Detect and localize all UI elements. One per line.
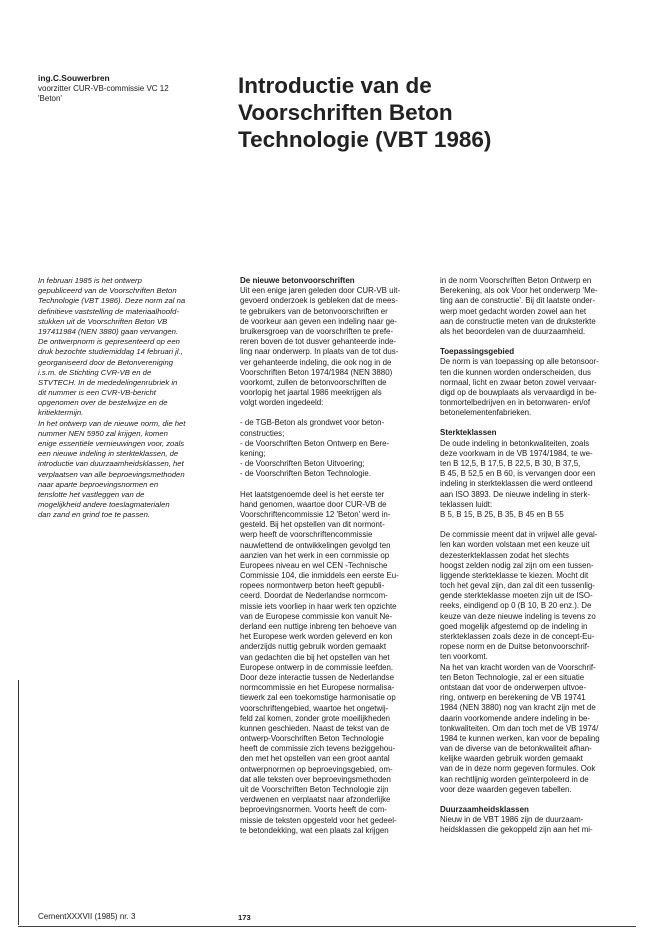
text-line: introductie van duurzaamheidsklassen, het [38, 459, 184, 469]
page-number: 173 [238, 913, 251, 922]
paragraph [240, 286, 424, 408]
paragraph [440, 276, 628, 337]
text-line: De oude indeling in betonkwaliteiten, zoals [440, 438, 590, 448]
text-line: gevoerd onderzoek is gebleken dat de mees- [240, 296, 398, 306]
text-line: ontwerpnormen op beproevingsgebied, om- [240, 764, 393, 774]
text-line: het Europese werk worden geleverd en kon [240, 632, 393, 642]
text-line: opgenomen over de bestelwijze en de [38, 398, 168, 408]
text-line: verplaatsen van alle beproevingsmethoden [38, 469, 185, 479]
text-line: Voorschriften Beton 1974/1984 (NEN 3880) [240, 367, 393, 377]
section-heading: Duurzaamheidsklassen [440, 805, 529, 815]
text-line: indeling in sterkteklassen die werd ontleend [440, 479, 593, 489]
text-line: daarin voorkomende andere indeling in be- [440, 713, 591, 723]
text-line: voor deze waarden gegeven tabellen. [440, 784, 572, 794]
text-line: tiewerk zal een toekomstige harmonisatie op [240, 693, 396, 703]
left-rule [18, 680, 19, 925]
text-line: van gedachten die bij het opstellen van het [240, 652, 390, 662]
section-heading: Sterkteklassen [440, 428, 497, 438]
article-title-line: Voorschriften Beton [238, 100, 453, 125]
text-line: B 45, B 52,5 en B 60, is vervangen door een [440, 469, 596, 479]
text-line: kan rechtlijnig worden geïnterpoleerd in de [440, 774, 589, 784]
text-line: missie iets voorliep in haar werk ten opzichte [240, 601, 397, 611]
text-line: tonmortelbedrijven en in betonwaren- en/of [440, 398, 591, 408]
article-title-line: Technologie (VBT 1986) [238, 127, 492, 152]
text-line: Europese ontwerp in de commissie leefden. [240, 662, 394, 672]
text-line: heidsklassen die gekoppeld zijn aan het mi- [440, 825, 593, 835]
text-line: Door deze interactie tussen de Nederlandse [240, 672, 394, 682]
section-heading: De nieuwe betonvoorschriften [240, 276, 355, 285]
author-name: ing.C.Souwerbren [38, 73, 110, 83]
text-line: als het beoordelen van de duurzaamheid. [440, 326, 586, 336]
text-line: uit de Voorschriften Beton Technologie zijn [240, 785, 389, 795]
text-line: - de TGB-Beton als grondwet voor beton- [240, 418, 385, 428]
text-line: missie de teksten opgesteld voor het gedeel- [240, 815, 397, 825]
text-line: constructies; [240, 428, 285, 438]
article-title [238, 72, 638, 153]
text-line: De ontwerpnorm is gepresenteerd op een [38, 337, 180, 347]
text-line: dan zand en grind toe te passen. [38, 510, 150, 520]
paragraph [440, 357, 628, 418]
text-line: goed mogelijk afgestemd op de indeling in [440, 621, 588, 631]
text-line: Nieuw in de VBT 1986 zijn de duurzaam- [440, 815, 584, 825]
intro-column [38, 276, 221, 521]
paragraph [440, 530, 628, 795]
text-line: voorkomt, zullen de betonvoorschriften de [240, 377, 387, 387]
text-line: heeft de commissie zich tevens beziggehou- [240, 744, 396, 754]
text-line: keuze van deze nieuwe indeling is tevens zo [440, 611, 596, 621]
section-heading: Toepassingsgebied [440, 347, 515, 357]
text-line: derland een nuttige inbreng ten behoeve van [240, 622, 397, 632]
text-line: ting aan de constructie'. Bij dit laatste onder- [440, 296, 596, 306]
text-line: tonkwaliteiten. Om dan toch met de VB 1974/ [440, 723, 599, 733]
text-line: nauwlettend de ontwikkelingen gevolgd ten [240, 540, 391, 550]
text-line: ten Beton Technologie, zal er een situatie [440, 672, 585, 682]
intro-text [38, 276, 221, 521]
text-line: georganiseerd door de Betonvereniging [38, 357, 174, 367]
text-line: ten die kunnen worden onderscheiden, dus [440, 367, 591, 377]
text-line: stukken uit de Voorschriften Beton VB [38, 316, 168, 326]
text-line: digd op de bouwplaats als vervaardigd in be- [440, 387, 597, 397]
text-line: te betondekking, wat een plaats zal krijgen [240, 825, 389, 835]
text-line: Na het van kracht worden van de Voorschrif- [440, 662, 596, 672]
text-line: hoogst zelden nodig zal zijn om een tussen- [440, 560, 594, 570]
text-line: toch het geval zijn, dan zal dit een tussenlig- [440, 581, 595, 591]
text-line: nummer NEN 5950 zal krijgen, komen [38, 428, 168, 438]
text-line: ontwerp-Voorschriften Beton Technologie [240, 734, 384, 744]
text-line: tenslotte het vastleggen van de [38, 489, 145, 499]
text-line: aanzien van het werk in een cornmissie op [240, 550, 390, 560]
text-line: in de norm Voorschriften Beton Ontwerp en [440, 276, 592, 285]
text-line: feld zal komen, zonder grote moeilijkheden [240, 713, 391, 723]
text-line: normaal, licht en zwaar beton zowel vervaar- [440, 377, 597, 387]
text-line: anderzijds nuttig gebruik worden gemaakt [240, 642, 387, 652]
text-line: druk bezochte studiemiddag 14 februari jl., [38, 347, 183, 357]
text-line: beproevingsnormen. Voorts heeft de com- [240, 805, 387, 815]
article-title-line: Introductie van de [238, 73, 432, 98]
text-line: werp moet gedacht worden zowel aan het [440, 306, 587, 316]
paragraph [240, 490, 424, 836]
text-line: normcommissie en het Europese normalisa- [240, 683, 395, 693]
text-line: ropese norm en de Duitse betonvoorschrif- [440, 642, 590, 652]
text-line: gepubliceerd van de Voorschriften Beton [38, 286, 177, 296]
text-line: Europees niveau en wel CEN -Technische [240, 560, 388, 570]
paragraph [440, 815, 628, 835]
text-line: i.s.m. de Stichting CVR-VB en de [38, 367, 152, 377]
text-line: - de Voorschriften Beton Technologie. [240, 469, 372, 479]
text-line: ceerd. Doordat de Nederlandse normcom- [240, 591, 388, 601]
author-role-line: voorzitter CUR-VB-commissie VC 12 [38, 84, 169, 93]
text-line: 197411984 (NEN 3880) gaan vervangen. [38, 326, 179, 336]
text-line: van de diverse van de betonkwaliteit afhan- [440, 744, 592, 754]
text-line: 1984 (NEN 3880) nog van kracht zijn met de [440, 703, 596, 713]
text-line: ten B 12,5, B 17,5, B 22,5, B 30, B 37,5, [440, 459, 581, 469]
text-line: hand genomen, waartoe door CUR-VB de [240, 499, 387, 509]
bottom-rule [18, 926, 636, 927]
text-line: kening; [240, 449, 266, 459]
text-line: Uit een enige jaren geleden door CUR-VB uit- [240, 286, 401, 296]
text-line: In het ontwerp van de nieuwe norm, die het [38, 418, 186, 428]
text-line: ver gehanteerde indeling, die ook nog in de [240, 357, 392, 367]
author-role [38, 84, 169, 104]
text-line: kunnen geschieden. Naast de tekst van de [240, 723, 390, 733]
text-line: de voorkeur aan geven een indeling naar ge- [240, 316, 398, 326]
text-line: den met het opstellen van een groot aantal [240, 754, 390, 764]
text-line: - de Voorschriften Beton Uitvoering; [240, 459, 365, 469]
text-line: ontstaan dat voor de onderwerpen ultvoe- [440, 682, 587, 692]
text-line: volgt worden ingedeeld: [240, 398, 324, 408]
text-line: Technologie (VBT 1986). Deze norm zal na [38, 296, 186, 306]
text-line: deze voorkwam in de VB 1974/1984, te we- [440, 448, 593, 458]
text-line: gesteld. Bij het opstellen van dit normont- [240, 520, 385, 530]
middle-column [240, 276, 424, 836]
text-line: Het laatstgenoemde deel is het eerste ter [240, 489, 385, 499]
text-line: kelijke waarden gebruik worden gemaakt [440, 754, 583, 764]
author-role-line: 'Beton' [38, 94, 62, 103]
text-line: enige essentiële vernieuwingen voor, zoals [38, 439, 185, 448]
paragraph [440, 439, 628, 521]
text-line: van de in deze norm gegeven formules. Ook [440, 764, 596, 774]
text-line: te gebruikers van de betonvoorschriften er [240, 306, 388, 316]
text-line: aan ISO 3893. De nieuwe indeling in sterk- [440, 489, 591, 499]
text-line: aan de constructie meten van de druksterkte [440, 316, 596, 326]
text-line: betonelementenfabrieken. [440, 408, 532, 418]
text-line: B 5, B 15, B 25, B 35, B 45 en B 55 [440, 509, 564, 519]
right-column [440, 276, 628, 836]
text-line: reren boven de tot dusver gehanteerde inde- [240, 337, 397, 347]
text-line: sterkteklassen zoals deze in de concept-Eu- [440, 632, 595, 642]
text-line: 1984 te kunnen werken, kan voor de bepaling [440, 733, 600, 743]
text-line: STVTECH. In de mededelingenrubriek in [38, 377, 178, 387]
text-line: len kan worden volstaan met een keuze uit [440, 540, 590, 550]
bullet-list [240, 418, 424, 479]
text-line: De norm is van toepassing op alle betonsoor- [440, 357, 599, 367]
text-line: Voorschriftencommissie 12 'Beton' werd in- [240, 509, 391, 519]
text-line: ten voorkomt. [440, 652, 488, 662]
text-line: dezesterkteklassen zodat het slechts [440, 550, 569, 560]
text-line: gende sterkteklasse moeten zijn uit de ISO- [440, 591, 593, 601]
text-line: een nieuwe indeling in sterkteklassen, de [38, 449, 179, 459]
text-line: van de Europese commissie kon vanuit Ne- [240, 611, 393, 621]
text-line: werp heeft de voorschriftencommissie [240, 530, 373, 540]
text-line: dat alle teksten over beproevingsmethoden [240, 774, 391, 784]
text-line: In februari 1985 is het ontwerp [38, 276, 142, 285]
text-line: liggende sterkteklasse te kiezen. Mocht dit [440, 570, 589, 580]
text-line: - de Voorschriften Beton Ontwerp en Bere- [240, 438, 390, 448]
text-line: voorlopig het jaartal 1986 meekrijgen als [240, 388, 382, 398]
text-line: definitieve vaststelling de materiaalhoofd- [38, 306, 180, 316]
text-line: Commissie 104, die inmiddels een eerste Eu- [240, 571, 399, 581]
text-line: Berekening, als ook Voor het onderwerp 'Me- [440, 286, 598, 296]
text-line: ropees normontwerp beton heeft gepubli- [240, 581, 385, 591]
journal-footer: CernentXXXVII (1985) nr. 3 [38, 912, 136, 921]
text-line: verdwenen en verplaatst naar afzonderlijke [240, 795, 391, 805]
text-line: ling naar onderwerp. In plaats van de tot dus- [240, 347, 399, 357]
text-line: ring, ontwerp en berekening de VB 19741 [440, 693, 586, 703]
text-line: De commissie meent dat in vrijwel alle geval- [440, 530, 598, 540]
text-line: reeks, eindigend op 0 (B 10, B 20 enz.). De [440, 601, 592, 611]
text-line: kritiektermijn. [38, 408, 84, 418]
text-line: dit nummer is een CVR-VB-bericht [38, 388, 156, 398]
text-line: voorschriftengebied, waartoe het ongetwij- [240, 703, 389, 713]
text-line: bruikersgroep van de voorschriften te prefe- [240, 326, 394, 336]
text-line: teklassen luidt: [440, 499, 493, 509]
text-line: naar aparte beproevingsnormen en [38, 479, 159, 489]
text-line: mogelijkheid andere toeslagmaterialen [38, 500, 170, 510]
